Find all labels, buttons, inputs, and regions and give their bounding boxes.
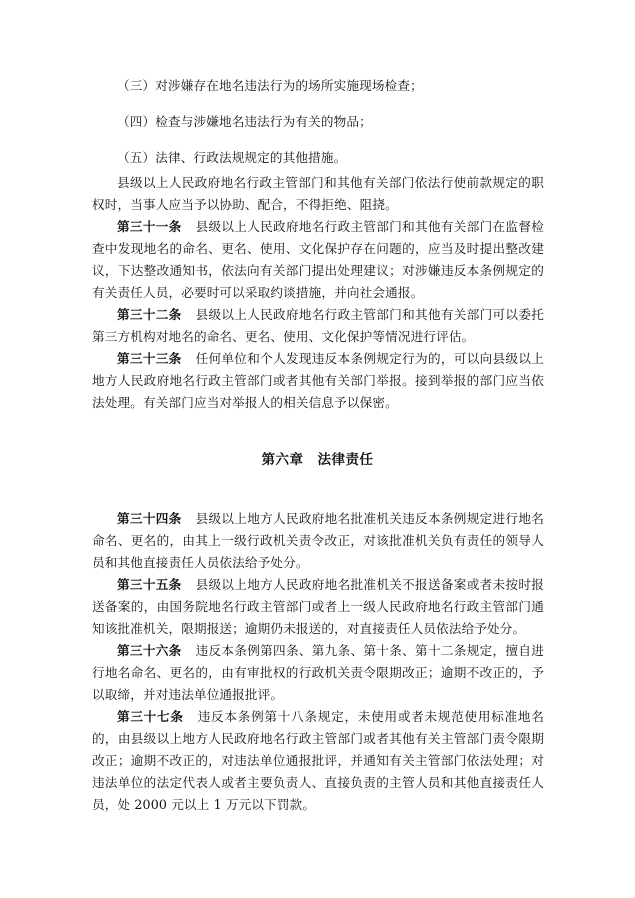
article-title: 第三十二条: [117, 307, 182, 322]
article-title: 第三十三条: [117, 351, 182, 366]
list-item: （四）检查与涉嫌地名违法行为有关的物品；: [117, 114, 372, 129]
list-item: （五）法律、行政法规规定的其他措施。: [117, 150, 347, 165]
article-31: [92, 216, 544, 304]
article-text: 违反本条例第十八条规定，未使用或者未规范使用标准地名的，由县级以上地方人民政府地名行政主管部门或者其他有关主管部门责令限期改正；逾期不改正的，对违法单位通报批评，并通知有关主管部门依法处理；对违法单位的法定代表人或者主要负责人、直接负责的主管人员和其他直接责任人员，处 2000 元以上 1 万元以下罚款。: [92, 709, 545, 812]
article-text: 县级以上地方人民政府地名批准机关不报送备案或者未按时报送备案的，由国务院地名行政主管部门或者上一级人民政府地名行政主管部门通知该批准机关，限期报送；逾期仍未报送的，对直接责任人员依法给予处分。: [92, 577, 544, 636]
article-title: 第三十一条: [117, 219, 182, 234]
list-item: （三）对涉嫌存在地名违法行为的场所实施现场检查；: [117, 78, 423, 93]
article-text: 任何单位和个人发现违反本条例规定行为的，可以向县级以上地方人民政府地名行政主管部门或者其他有关部门举报。接到举报的部门应当依法处理。有关部门应当对举报人的相关信息予以保密。: [92, 351, 544, 410]
article-text: 县级以上人民政府地名行政主管部门和其他有关部门在监督检查中发现地名的命名、更名、使用、文化保护存在问题的，应当及时提出整改建议，下达整改通知书，依法向有关部门提出处理建议；对涉嫌违反本条例规定的有关责任人员，必要时可以采取约谈措施，并向社会通报。: [92, 219, 544, 300]
article-34: [92, 508, 544, 574]
article-32: [92, 304, 544, 348]
chapter-number: 第六章: [261, 452, 304, 468]
article-title: 第三十六条: [117, 643, 182, 658]
list-items: [92, 75, 544, 169]
article-title: 第三十七条: [117, 709, 184, 724]
article-text: 违反本条例第四条、第九条、第十条、第十二条规定，擅自进行地名命名、更名的，由有审批权的行政机关责令限期改正；逾期不改正的，予以取缔，并对违法单位通报批评。: [92, 643, 544, 702]
article-37: [92, 706, 544, 816]
chapter-heading: [0, 448, 635, 468]
chapter-title: 法律责任: [317, 452, 374, 468]
article-text: 县级以上人民政府地名行政主管部门和其他有关部门可以委托第三方机构对地名的命名、更名、使用、文化保护等情况进行评估。: [92, 307, 544, 344]
article-title: 第三十五条: [117, 577, 182, 592]
article-35: [92, 574, 544, 640]
paragraph-text: 县级以上人民政府地名行政主管部门和其他有关部门依法行使前款规定的职权时，当事人应当予以协助、配合，不得拒绝、阻挠。: [92, 175, 544, 212]
article-36: [92, 640, 544, 706]
article-title: 第三十四条: [117, 511, 182, 526]
article-text: 县级以上地方人民政府地名批准机关违反本条例规定进行地名命名、更名的，由其上一级行政机关责令改正，对该批准机关负有责任的领导人员和其他直接责任人员依法给予处分。: [92, 511, 544, 570]
article-33: [92, 348, 544, 414]
paragraph-intro: [92, 172, 544, 216]
